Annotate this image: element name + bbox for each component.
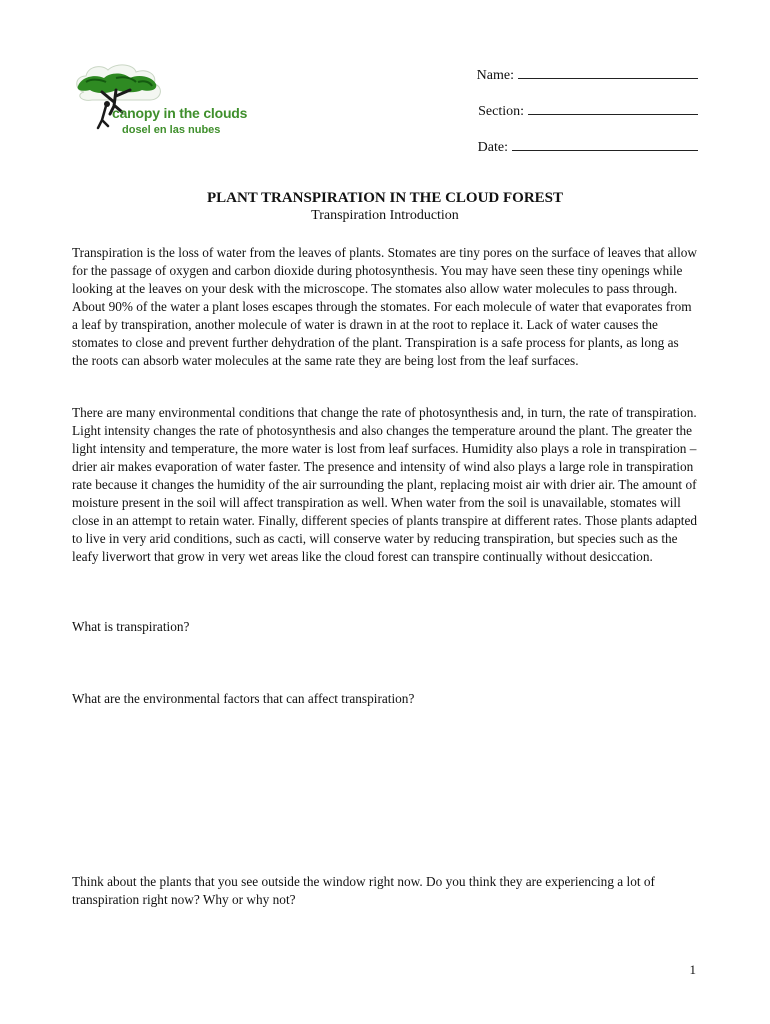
paragraph-intro: Transpiration is the loss of water from the leaves of plants. Stomates are tiny pores on the surface of leaves that allow for the passage of oxygen and carbon dioxide during photosynthesis. You may have seen these tiny openings while looking at the leaves on your desk with the microscope. The stomates also allow water molecules to pass through. About 90% of the water a plant loses escapes through the stomates. For each molecule of water that evaporates from a leaf by transpiration, another molecule of water is drawn in at the root to replace it. Lack of water causes the stomates to close and prevent further dehydration of the plant. Transpiration is a safe process for plants, as long as the roots can absorb water molecules at the same rate they are being lost from the leaf surfaces. — [72, 245, 698, 368]
date-label: Date: — [477, 140, 508, 155]
date-blank[interactable] — [512, 138, 698, 151]
paragraph-conditions: There are many environmental conditions that change the rate of photosynthesis and, in turn, the rate of transpiration. Light intensity changes the rate of photosynthesis and also changes the temperature around the plant. The greater the light intensity and temperature, the more water is lost from leaf surfaces. Humidity also plays a role in transpiration – drier air makes evaporation of water faster. The presence and intensity of wind also plays a large role in transpiration rate because it changes the humidity of the air surrounding the plant, replacing moist air with drier air. The amount of moisture present in the soil will affect transpiration as well. When water from the soil is unavailable, stomates will close in an attempt to retain water. Finally, different species of plants transpire at different rates. Those plants adapted to live in very arid conditions, such as cacti, will conserve water by reducing transpiration, but species such as the leafy liverwort that grow in very wet areas like the cloud forest can transpire continually without desiccation. — [72, 405, 697, 564]
section-label: Section: — [478, 104, 524, 119]
logo-name: canopy in the clouds — [112, 105, 248, 121]
logo — [72, 62, 272, 144]
name-label: Name: — [476, 68, 514, 83]
question-2: What are the environmental factors that can affect transpiration? — [72, 691, 415, 706]
date-field[interactable] — [478, 138, 698, 156]
logo-subtitle: dosel en las nubes — [122, 124, 221, 136]
section-field[interactable] — [478, 102, 698, 120]
name-blank[interactable] — [518, 66, 698, 79]
page-subtitle: Transpiration Introduction — [311, 208, 459, 223]
page-title: PLANT TRANSPIRATION IN THE CLOUD FOREST — [206, 190, 564, 206]
page-number: 1 — [689, 962, 696, 977]
question-1: What is transpiration? — [72, 619, 190, 634]
name-field[interactable] — [477, 66, 698, 84]
section-blank[interactable] — [528, 102, 698, 115]
question-3: Think about the plants that you see outside the window right now. Do you think they are experiencing a lot of transpiration right now? Why or why not? — [72, 874, 655, 907]
